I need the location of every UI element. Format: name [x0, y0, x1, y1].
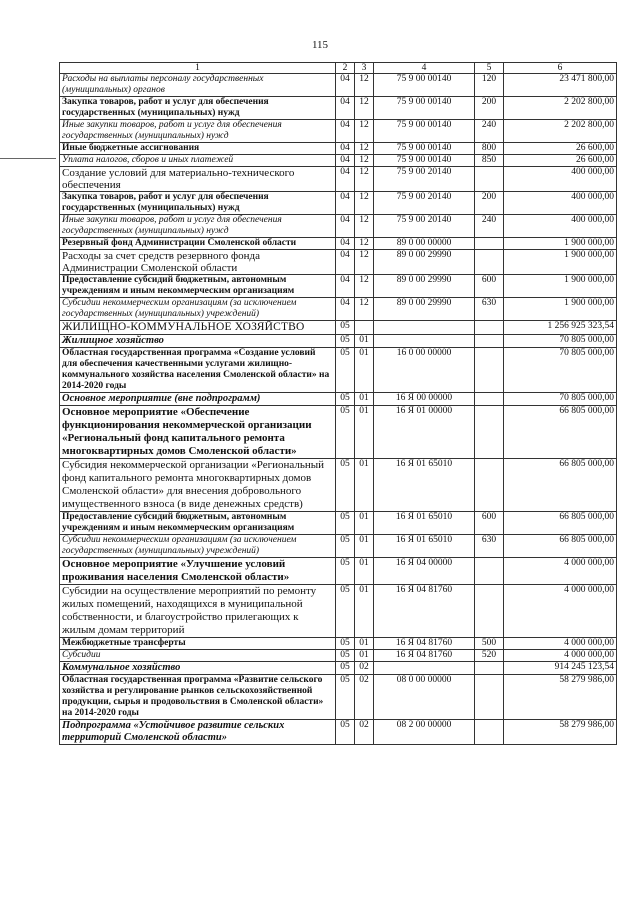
- row-target-code-cell: [374, 335, 475, 348]
- row-name-cell: Расходы на выплаты персоналу государственных (муниципальных) органов: [60, 74, 336, 97]
- table-row: [60, 97, 617, 120]
- table-row: [60, 321, 617, 335]
- header-cell-amount: 6: [504, 63, 617, 74]
- row-section-cell: 04: [336, 238, 355, 250]
- row-section-cell: 05: [336, 406, 355, 459]
- table-row: [60, 720, 617, 745]
- row-expense-type-cell: 600: [475, 512, 504, 535]
- table-row: [60, 275, 617, 298]
- row-expense-type-cell: [475, 167, 504, 192]
- row-subsection-cell: 12: [355, 74, 374, 97]
- row-subsection-cell: 02: [355, 675, 374, 720]
- header-cell-target-code: 4: [374, 63, 475, 74]
- row-target-code-cell: 16 Я 01 00000: [374, 406, 475, 459]
- row-name-cell: Межбюджетные трансферты: [60, 638, 336, 650]
- row-section-cell: 05: [336, 585, 355, 638]
- row-target-code-cell: [374, 321, 475, 335]
- table-row: [60, 535, 617, 558]
- row-expense-type-cell: 520: [475, 650, 504, 662]
- row-subsection-cell: 01: [355, 650, 374, 662]
- row-subsection-cell: 12: [355, 192, 374, 215]
- row-expense-type-cell: 120: [475, 74, 504, 97]
- table-row: [60, 238, 617, 250]
- row-name-cell: Создание условий для материально-технического обеспечения: [60, 167, 336, 192]
- row-section-cell: 05: [336, 662, 355, 675]
- row-name-cell: Основное мероприятие «Улучшение условий проживания населения Смоленской области»: [60, 558, 336, 585]
- row-subsection-cell: 01: [355, 335, 374, 348]
- row-amount-cell: 4 000 000,00: [504, 558, 617, 585]
- row-amount-cell: 66 805 000,00: [504, 459, 617, 512]
- row-amount-cell: 1 900 000,00: [504, 238, 617, 250]
- row-subsection-cell: 02: [355, 662, 374, 675]
- table-row: [60, 650, 617, 662]
- table-row: [60, 558, 617, 585]
- row-amount-cell: 58 279 986,00: [504, 720, 617, 745]
- row-target-code-cell: 16 Я 04 00000: [374, 558, 475, 585]
- row-amount-cell: 70 805 000,00: [504, 393, 617, 406]
- row-amount-cell: 26 600,00: [504, 143, 617, 155]
- row-section-cell: 04: [336, 192, 355, 215]
- row-section-cell: 04: [336, 298, 355, 321]
- row-expense-type-cell: [475, 335, 504, 348]
- row-amount-cell: 1 900 000,00: [504, 275, 617, 298]
- row-expense-type-cell: [475, 393, 504, 406]
- row-section-cell: 04: [336, 97, 355, 120]
- row-expense-type-cell: [475, 459, 504, 512]
- row-subsection-cell: 12: [355, 97, 374, 120]
- table-row: [60, 192, 617, 215]
- table-row: [60, 459, 617, 512]
- row-expense-type-cell: [475, 675, 504, 720]
- row-subsection-cell: 01: [355, 638, 374, 650]
- row-section-cell: 04: [336, 167, 355, 192]
- row-expense-type-cell: [475, 662, 504, 675]
- row-subsection-cell: 01: [355, 459, 374, 512]
- table-row: [60, 335, 617, 348]
- row-name-cell: Расходы за счет средств резервного фонда Администрации Смоленской области: [60, 250, 336, 275]
- table-row: [60, 74, 617, 97]
- row-subsection-cell: 01: [355, 512, 374, 535]
- row-section-cell: 05: [336, 638, 355, 650]
- table-row: [60, 393, 617, 406]
- row-expense-type-cell: 800: [475, 143, 504, 155]
- row-subsection-cell: 01: [355, 585, 374, 638]
- row-section-cell: 05: [336, 512, 355, 535]
- row-name-cell: Подпрограмма «Устойчивое развитие сельских территорий Смоленской области»: [60, 720, 336, 745]
- row-amount-cell: 4 000 000,00: [504, 638, 617, 650]
- row-subsection-cell: 01: [355, 406, 374, 459]
- table-row: [60, 215, 617, 238]
- row-target-code-cell: [374, 662, 475, 675]
- row-amount-cell: 26 600,00: [504, 155, 617, 167]
- row-expense-type-cell: [475, 720, 504, 745]
- row-subsection-cell: 12: [355, 250, 374, 275]
- budget-table-body: [60, 63, 617, 745]
- row-expense-type-cell: [475, 321, 504, 335]
- row-expense-type-cell: [475, 238, 504, 250]
- row-subsection-cell: 12: [355, 155, 374, 167]
- header-cell-expense-type: 5: [475, 63, 504, 74]
- row-section-cell: 04: [336, 275, 355, 298]
- table-row: [60, 143, 617, 155]
- row-target-code-cell: 89 0 00 29990: [374, 298, 475, 321]
- row-subsection-cell: 12: [355, 143, 374, 155]
- row-name-cell: ЖИЛИЩНО-КОММУНАЛЬНОЕ ХОЗЯЙСТВО: [60, 321, 336, 335]
- row-amount-cell: 1 900 000,00: [504, 298, 617, 321]
- row-target-code-cell: 08 2 00 00000: [374, 720, 475, 745]
- row-amount-cell: 70 805 000,00: [504, 335, 617, 348]
- header-cell-subsection: 3: [355, 63, 374, 74]
- row-target-code-cell: 16 Я 04 81760: [374, 638, 475, 650]
- row-target-code-cell: 16 0 00 00000: [374, 348, 475, 393]
- row-name-cell: Областная государственная программа «Развитие сельского хозяйства и регулирование рынков сельскохозяйственной продукции, сырья и продовольствия в Смоленской области» на 2014-2020 годы: [60, 675, 336, 720]
- row-subsection-cell: 12: [355, 238, 374, 250]
- row-section-cell: 05: [336, 558, 355, 585]
- row-expense-type-cell: 600: [475, 275, 504, 298]
- row-expense-type-cell: 240: [475, 215, 504, 238]
- margin-line: [0, 158, 56, 159]
- row-amount-cell: 1 900 000,00: [504, 250, 617, 275]
- row-name-cell: Основное мероприятие (вне подпрограмм): [60, 393, 336, 406]
- row-section-cell: 05: [336, 348, 355, 393]
- row-amount-cell: 66 805 000,00: [504, 512, 617, 535]
- row-name-cell: Закупка товаров, работ и услуг для обеспечения государственных (муниципальных) нужд: [60, 192, 336, 215]
- row-section-cell: 04: [336, 74, 355, 97]
- table-row: [60, 348, 617, 393]
- row-target-code-cell: 75 9 00 00140: [374, 120, 475, 143]
- row-expense-type-cell: [475, 348, 504, 393]
- row-amount-cell: 66 805 000,00: [504, 535, 617, 558]
- row-section-cell: 05: [336, 675, 355, 720]
- row-name-cell: Иные бюджетные ассигнования: [60, 143, 336, 155]
- table-row: [60, 512, 617, 535]
- table-row: [60, 638, 617, 650]
- row-name-cell: Предоставление субсидий бюджетным, автономным учреждениям и иным некоммерческим организациям: [60, 512, 336, 535]
- row-expense-type-cell: 200: [475, 192, 504, 215]
- table-row: [60, 155, 617, 167]
- row-expense-type-cell: 200: [475, 97, 504, 120]
- row-subsection-cell: 01: [355, 558, 374, 585]
- row-section-cell: 04: [336, 250, 355, 275]
- row-section-cell: 05: [336, 321, 355, 335]
- row-amount-cell: 400 000,00: [504, 167, 617, 192]
- row-subsection-cell: 01: [355, 348, 374, 393]
- table-row: [60, 120, 617, 143]
- row-name-cell: Субсидия некоммерческой организации «Региональный фонд капитального ремонта многоквартирных домов Смоленской области» для внесения добровольного имущественного взноса (в виде денежных средств): [60, 459, 336, 512]
- row-subsection-cell: 12: [355, 167, 374, 192]
- row-name-cell: Субсидии на осуществление мероприятий по ремонту жилых помещений, находящихся в муниципальной собственности, и благоустройство прилегающих к жилым домам территорий: [60, 585, 336, 638]
- row-name-cell: Субсидии: [60, 650, 336, 662]
- row-target-code-cell: 89 0 00 29990: [374, 275, 475, 298]
- row-expense-type-cell: [475, 250, 504, 275]
- row-amount-cell: 4 000 000,00: [504, 650, 617, 662]
- row-target-code-cell: 16 Я 04 81760: [374, 585, 475, 638]
- row-section-cell: 04: [336, 215, 355, 238]
- table-row: [60, 250, 617, 275]
- row-name-cell: Жилищное хозяйство: [60, 335, 336, 348]
- row-expense-type-cell: 240: [475, 120, 504, 143]
- row-amount-cell: 400 000,00: [504, 215, 617, 238]
- row-section-cell: 05: [336, 650, 355, 662]
- row-target-code-cell: 08 0 00 00000: [374, 675, 475, 720]
- row-name-cell: Резервный фонд Администрации Смоленской области: [60, 238, 336, 250]
- row-name-cell: Субсидии некоммерческим организациям (за исключением государственных (муниципальных) учреждений): [60, 298, 336, 321]
- table-row: [60, 406, 617, 459]
- row-expense-type-cell: 500: [475, 638, 504, 650]
- row-target-code-cell: 75 9 00 20140: [374, 192, 475, 215]
- row-target-code-cell: 16 Я 01 65010: [374, 512, 475, 535]
- header-cell-section: 2: [336, 63, 355, 74]
- row-amount-cell: 66 805 000,00: [504, 406, 617, 459]
- row-subsection-cell: 12: [355, 215, 374, 238]
- row-amount-cell: 4 000 000,00: [504, 585, 617, 638]
- row-target-code-cell: 75 9 00 20140: [374, 215, 475, 238]
- row-target-code-cell: 75 9 00 00140: [374, 143, 475, 155]
- table-row: [60, 662, 617, 675]
- row-amount-cell: 70 805 000,00: [504, 348, 617, 393]
- row-target-code-cell: 75 9 00 00140: [374, 97, 475, 120]
- row-subsection-cell: [355, 321, 374, 335]
- row-target-code-cell: 16 Я 04 81760: [374, 650, 475, 662]
- row-section-cell: 05: [336, 535, 355, 558]
- row-amount-cell: 914 245 123,54: [504, 662, 617, 675]
- header-cell-name: 1: [60, 63, 336, 74]
- row-amount-cell: 400 000,00: [504, 192, 617, 215]
- row-expense-type-cell: 630: [475, 298, 504, 321]
- row-section-cell: 05: [336, 720, 355, 745]
- row-name-cell: Иные закупки товаров, работ и услуг для обеспечения государственных (муниципальных) нужд: [60, 120, 336, 143]
- row-expense-type-cell: 630: [475, 535, 504, 558]
- row-subsection-cell: 12: [355, 298, 374, 321]
- row-expense-type-cell: [475, 585, 504, 638]
- row-subsection-cell: 12: [355, 120, 374, 143]
- row-target-code-cell: 16 Я 01 65010: [374, 459, 475, 512]
- row-target-code-cell: 16 Я 01 65010: [374, 535, 475, 558]
- row-amount-cell: 58 279 986,00: [504, 675, 617, 720]
- table-row: [60, 585, 617, 638]
- row-name-cell: Закупка товаров, работ и услуг для обеспечения государственных (муниципальных) нужд: [60, 97, 336, 120]
- table-header-row: [60, 63, 617, 74]
- row-name-cell: Иные закупки товаров, работ и услуг для обеспечения государственных (муниципальных) нужд: [60, 215, 336, 238]
- row-section-cell: 05: [336, 393, 355, 406]
- table-row: [60, 298, 617, 321]
- row-target-code-cell: 89 0 00 00000: [374, 238, 475, 250]
- row-amount-cell: 2 202 800,00: [504, 120, 617, 143]
- row-name-cell: Уплата налогов, сборов и иных платежей: [60, 155, 336, 167]
- row-subsection-cell: 01: [355, 393, 374, 406]
- row-target-code-cell: 75 9 00 00140: [374, 74, 475, 97]
- row-section-cell: 04: [336, 120, 355, 143]
- row-name-cell: Коммунальное хозяйство: [60, 662, 336, 675]
- row-subsection-cell: 01: [355, 535, 374, 558]
- row-expense-type-cell: 850: [475, 155, 504, 167]
- row-section-cell: 04: [336, 155, 355, 167]
- page-number: 115: [311, 39, 329, 51]
- row-name-cell: Областная государственная программа «Создание условий для обеспечения качественными услугами жилищно-коммунального хозяйства населения Смоленской области» на 2014-2020 годы: [60, 348, 336, 393]
- row-amount-cell: 1 256 925 323,54: [504, 321, 617, 335]
- budget-table: [59, 62, 617, 745]
- row-target-code-cell: 75 9 00 20140: [374, 167, 475, 192]
- row-name-cell: Субсидии некоммерческим организациям (за исключением государственных (муниципальных) учреждений): [60, 535, 336, 558]
- row-subsection-cell: 12: [355, 275, 374, 298]
- row-name-cell: Основное мероприятие «Обеспечение функционирования некоммерческой организации «Региональный фонд капитального ремонта многоквартирных домов Смоленской области»: [60, 406, 336, 459]
- row-section-cell: 04: [336, 143, 355, 155]
- table-row: [60, 675, 617, 720]
- row-name-cell: Предоставление субсидий бюджетным, автономным учреждениям и иным некоммерческим организациям: [60, 275, 336, 298]
- row-section-cell: 05: [336, 459, 355, 512]
- row-amount-cell: 2 202 800,00: [504, 97, 617, 120]
- row-expense-type-cell: [475, 406, 504, 459]
- row-target-code-cell: 16 Я 00 00000: [374, 393, 475, 406]
- row-subsection-cell: 02: [355, 720, 374, 745]
- row-expense-type-cell: [475, 558, 504, 585]
- row-amount-cell: 23 471 800,00: [504, 74, 617, 97]
- row-section-cell: 05: [336, 335, 355, 348]
- row-target-code-cell: 75 9 00 00140: [374, 155, 475, 167]
- table-row: [60, 167, 617, 192]
- row-target-code-cell: 89 0 00 29990: [374, 250, 475, 275]
